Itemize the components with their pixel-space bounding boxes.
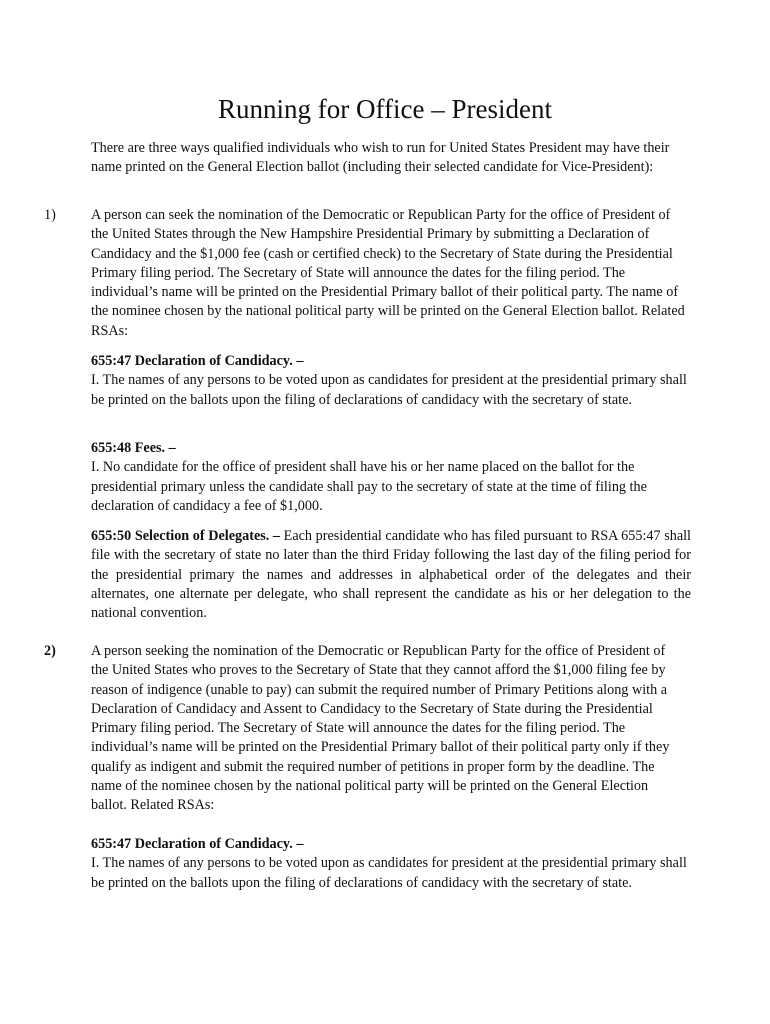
- rsa-655-50-text: Each presidential candidate who has filed pursuant to RSA 655:47 shall file with the secretary of state no later than the third Friday following the last day of the filing period for the presidential primary the names and addresses in alphabetical order of the delegates and their alternates, one alternate per delegate, who shall represent the candidate as his or her delegation to the national convention.: [91, 528, 692, 622]
- rsa-655-47-text: I. The names of any persons to be voted upon as candidates for president at the presidential primary shall be printed on the ballots upon the filing of declarations of candidacy with the secretary of state.: [91, 372, 687, 408]
- rsa-655-50-heading: 655:50 Selection of Delegates. –: [91, 528, 281, 544]
- rsa-655-48-text: I. No candidate for the office of president shall have his or her name placed on the ballot for the presidential primary unless the candidate shall pay to the secretary of state at the time of filing the declaration of candidacy a fee of $1,000.: [91, 459, 647, 514]
- section-1-body: A person can seek the nomination of the Democratic or Republican Party for the office of President of the United States through the New Hampshire Presidential Primary by submitting a Declaration of Candidacy and the $1,000 fee (cash or certified check) to the Secretary of State during the Presidential Primary filing period. The Secretary of State will announce the dates for the filing period. The individual’s name will be printed on the Presidential Primary ballot of their political party. The name of the nominee chosen by the national political party will be printed on the General Election ballot. Related RSAs:: [91, 207, 685, 339]
- rsa-655-50-block: [91, 527, 691, 623]
- section-2-number: 2): [44, 643, 56, 659]
- rsa-655-47-block-2: [91, 835, 691, 893]
- rsa-655-47-block: [91, 352, 691, 410]
- rsa-655-47-text-2: I. The names of any persons to be voted upon as candidates for president at the presidential primary shall be printed on the ballots upon the filing of declarations of candidacy with the secretary of state.: [91, 855, 687, 891]
- rsa-655-47-heading-2: 655:47 Declaration of Candidacy. –: [91, 836, 304, 852]
- rsa-655-48-heading: 655:48 Fees. –: [91, 440, 176, 456]
- section-2-body: A person seeking the nomination of the Democratic or Republican Party for the office of President of the United States who proves to the Secretary of State that they cannot afford the $1,000 filing fee by reason of indigence (unable to pay) can submit the required number of Primary Petitions along with a Declaration of Candidacy and Assent to Candidacy to the Secretary of State during the Presidential Primary filing period. The Secretary of State will announce the dates for the filing period. The individual’s name will be printed on the Presidential Primary ballot of their political party only if they qualify as indigent and submit the required number of petitions in proper form by the deadline. The name of the nominee chosen by the national political party will be printed on the General Election ballot. Related RSAs:: [91, 643, 670, 814]
- section-1-number: 1): [44, 207, 56, 223]
- rsa-655-47-heading: 655:47 Declaration of Candidacy. –: [91, 353, 304, 369]
- intro-paragraph: There are three ways qualified individuals who wish to run for United States President may have their name printed on the General Election ballot (including their selected candidate for Vice-President):: [91, 140, 670, 176]
- page-title: Running for Office – President: [218, 94, 552, 124]
- rsa-655-48-block: [91, 439, 691, 516]
